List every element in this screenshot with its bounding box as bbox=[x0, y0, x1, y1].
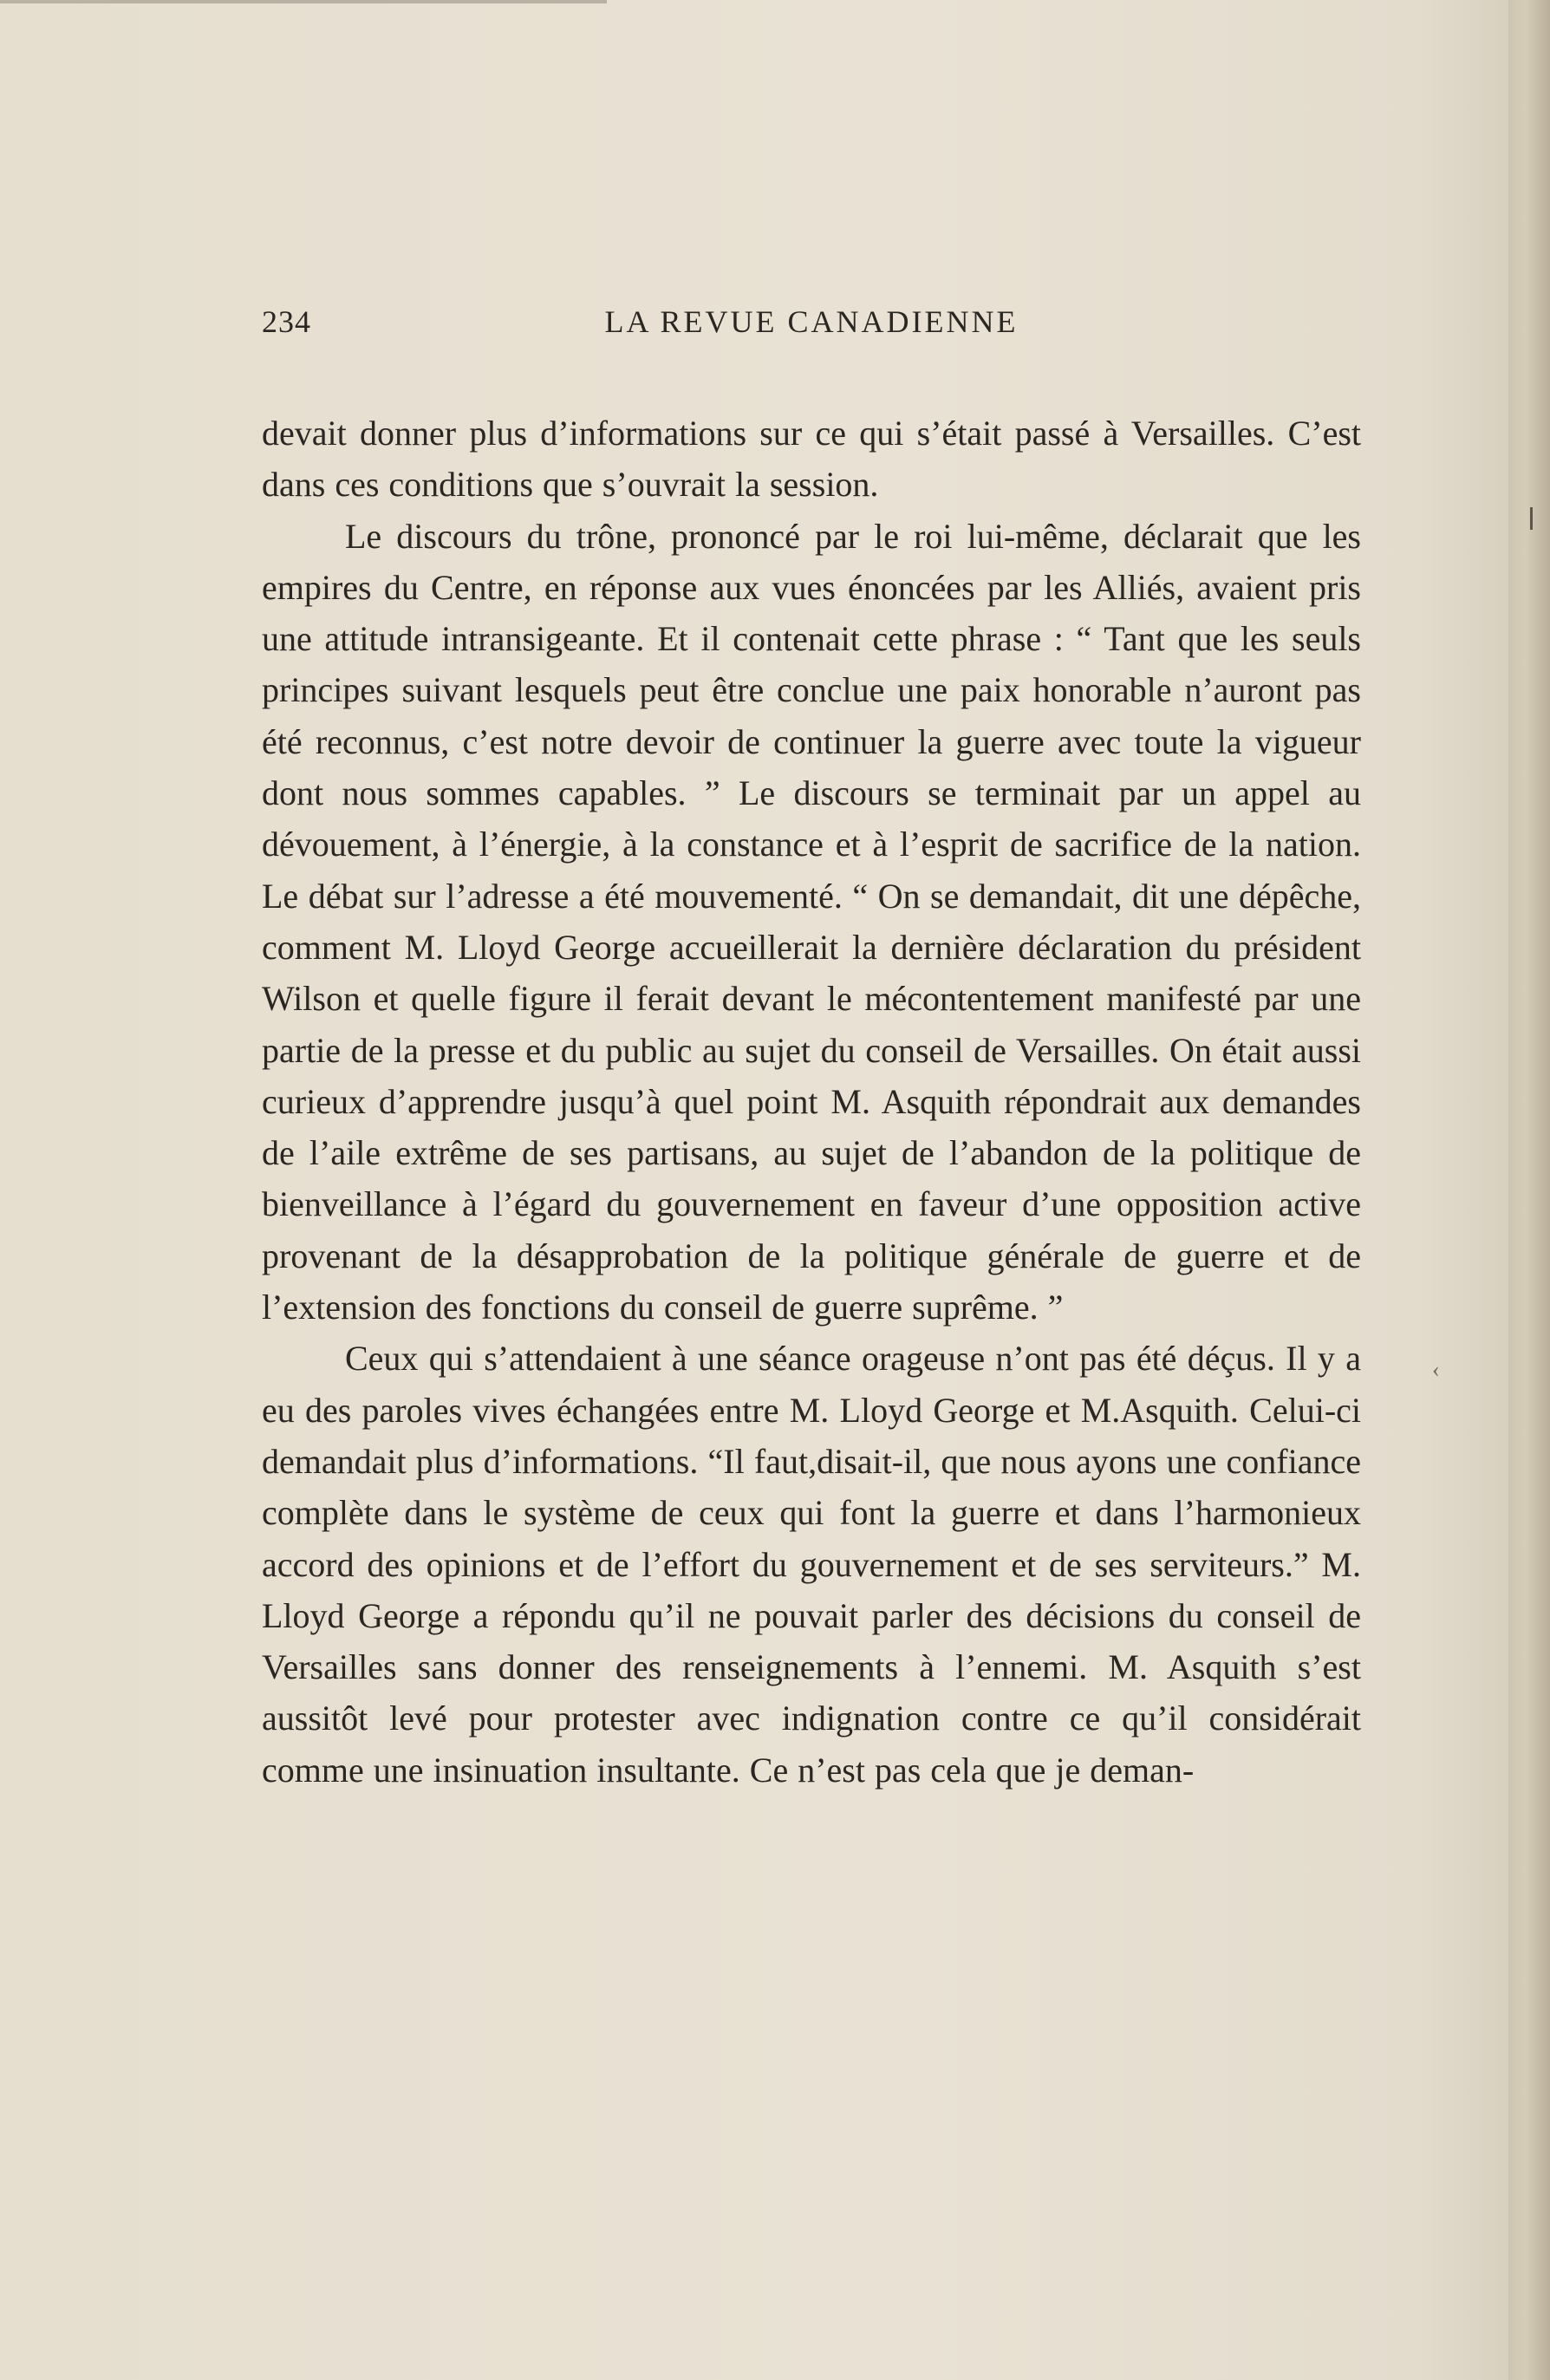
edge-mark bbox=[1530, 507, 1533, 530]
page-binding-edge bbox=[1508, 0, 1550, 2380]
journal-title: LA REVUE CANADIENNE bbox=[604, 304, 1019, 339]
running-head bbox=[262, 303, 1361, 347]
paragraph: Le discours du trône, prononcé par le roi lui-même, déclarait que les empires du Centre, en réponse aux vues énoncées par les Alliés, avaient pris une attitude intransigeante. Et il contenait cette phrase : “ Tant que les seuls principes suivant lesquels peut être conclue une paix honorable n’auront pas été reconnus, c’est notre devoir de continuer la guerre avec toute la vigueur dont nous sommes capables. ” Le discours se terminait par un appel au dévouement, à l’énergie, à la constance et à l’esprit de sacrifice de la nation. Le débat sur l’adresse a été mouvementé. “ On se demandait, dit une dépêche, comment M. Lloyd George accueillerait la dernière déclaration du président Wilson et quelle figure il ferait devant le mécontentement manifesté par une partie de la presse et du public au sujet du conseil de Versailles. On était aussi curieux d’apprendre jusqu’à quel point M. Asquith répondrait aux demandes de l’aile extrême de ses partisans, au sujet de l’abandon de la politique de bienveillance à l’égard du gouvernement en faveur d’une opposition active provenant de la désapprobation de la politique générale de guerre et de l’extension des fonctions du conseil de guerre suprême. ” bbox=[262, 516, 1361, 1327]
page-top-edge bbox=[0, 0, 607, 3]
margin-mark: ‹ bbox=[1432, 1357, 1440, 1382]
paragraph: Ceux qui s’attendaient à une séance orageuse n’ont pas été déçus. Il y a eu des paroles vives échangées entre M. Lloyd George et M.Asquith. Celui-ci demandait plus d’informations. “Il faut,disait-il, que nous ayons une confiance complète dans le système de ceux qui font la guerre et dans l’harmonieux accord des opinions et de l’effort du gouvernement et de ses serviteurs.” M. Lloyd George a répondu qu’il ne pouvait parler des décisions du conseil de Versailles sans donner des renseignements à l’ennemi. M. Asquith s’est aussitôt levé pour protester avec indignation contre ce qu’il considérait comme une insinuation insultante. Ce n’est pas cela que je deman- bbox=[262, 1339, 1361, 1790]
body-text bbox=[262, 408, 1361, 1796]
page-number: 234 bbox=[262, 304, 311, 339]
paragraph: devait donner plus d’informations sur ce qui s’était passé à Versailles. C’est dans ces conditions que s’ouvrait la session. bbox=[262, 414, 1361, 505]
